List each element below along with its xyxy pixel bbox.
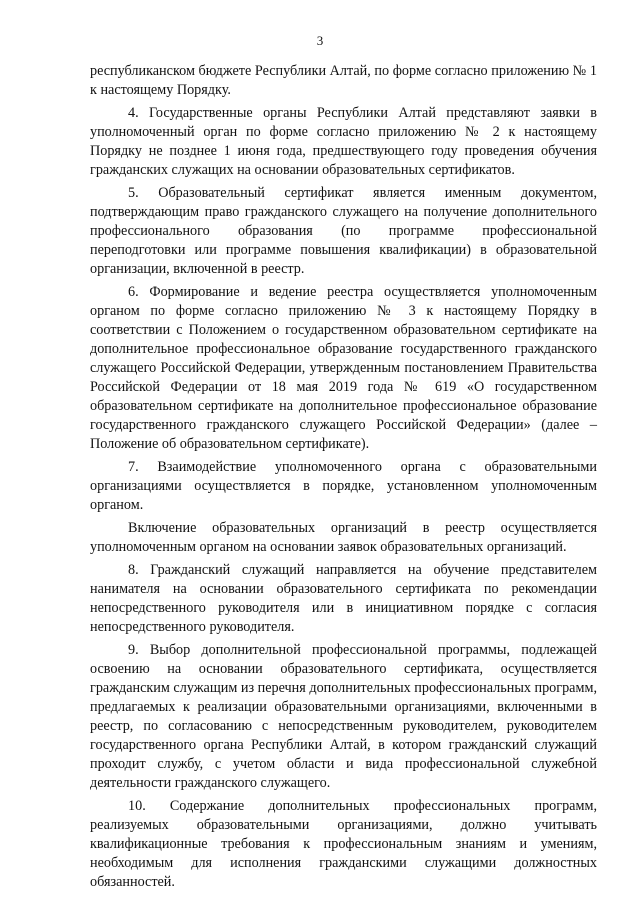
paragraph-item-9: 9. Выбор дополнительной профессиональной программы, подлежащей освоению на основании образовательного сертификата, осуществляется гражданским служащим из перечня дополнительных профессиональных программ, предлагаемых к реализации образовательными организациями, включенными в реестр, по согласованию с непосредственным руководителем, руководителем государственного органа Республики Алтай, в котором гражданский служащий проходит службу, с учетом области и вида профессиональной служебной деятельности гражданского служащего. xyxy=(90,642,597,791)
paragraph-item-4: 4. Государственные органы Республики Алтай представляют заявки в уполномоченный орган по форме согласно приложению № 2 к настоящему Порядку не позднее 1 июня года, предшествующего году проведения обучения гражданских служащих на основании образовательных сертификатов. xyxy=(90,105,597,178)
paragraph-item-10: 10. Содержание дополнительных профессиональных программ, реализуемых образовательными организациями, должно учитывать квалификационные требования к профессиональным знаниям и умениям, необходимым для исполнения гражданскими служащими должностных обязанностей. xyxy=(90,798,597,890)
paragraph-item-5: 5. Образовательный сертификат является именным документом, подтверждающим право гражданского служащего на получение дополнительного профессионального образования (по программе профессиональной переподготовки или программе повышения квалификации) в образовательной организации, включенной в реестр. xyxy=(90,185,597,277)
paragraph-item-6: 6. Формирование и ведение реестра осуществляется уполномоченным органом по форме согласно приложению № 3 к настоящему Порядку в соответствии с Положением о государственном образовательном сертификате на дополнительное профессиональное образование государственного гражданского служащего Российской Федерации, утвержденным постановлением Правительства Российской Федерации от 18 мая 2019 года № 619 «О государственном образовательном сертификате на дополнительное профессиональное образование государственного гражданского служащего Российской Федерации» (далее – Положение об образовательном сертификате). xyxy=(90,284,597,452)
document-body xyxy=(90,62,597,892)
paragraph-item-7-continued: Включение образовательных организаций в реестр осуществляется уполномоченным органом на основании заявок образовательных организаций. xyxy=(90,520,597,555)
page-number: 3 xyxy=(316,33,324,48)
paragraph-item-8: 8. Гражданский служащий направляется на обучение представителем нанимателя на основании образовательного сертификата по рекомендации непосредственного руководителя или в инициативном порядке с согласия непосредственного руководителя. xyxy=(90,562,597,635)
paragraph-continuation: республиканском бюджете Республики Алтай, по форме согласно приложению № 1 к настоящему Порядку. xyxy=(90,63,597,98)
paragraph-item-7: 7. Взаимодействие уполномоченного органа с образовательными организациями осуществляется в порядке, установленном уполномоченным органом. xyxy=(90,459,597,513)
